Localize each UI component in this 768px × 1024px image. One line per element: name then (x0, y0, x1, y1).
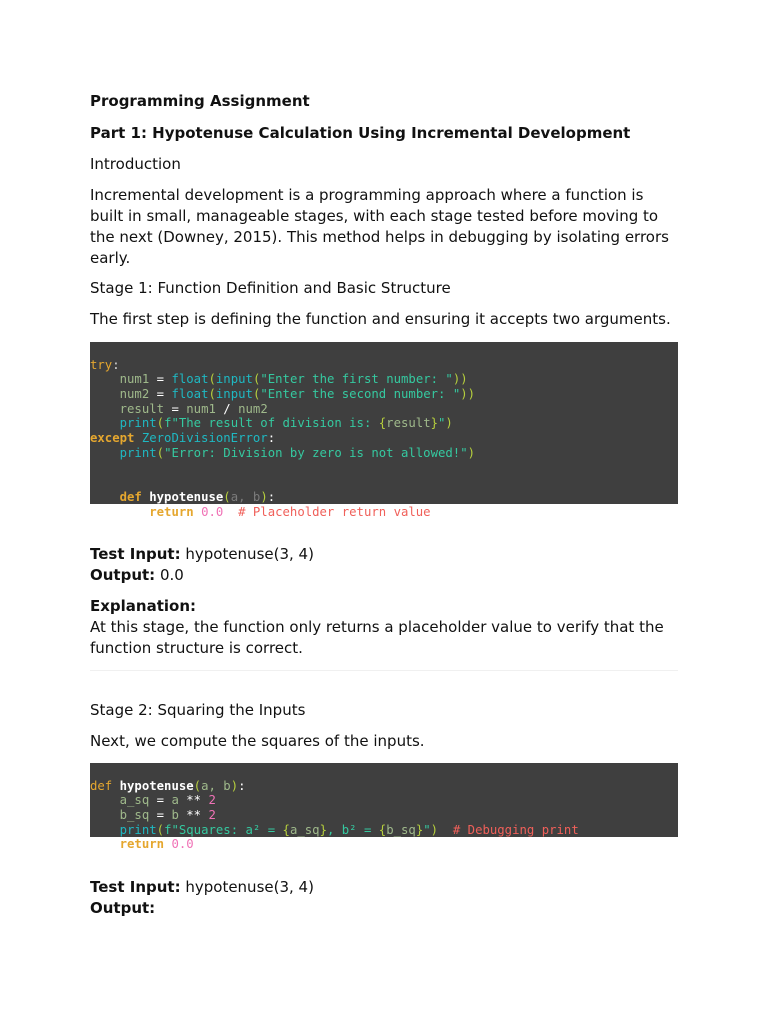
code-token: ) (452, 372, 461, 387)
code-token: : (267, 431, 276, 446)
stage1-description: The first step is defining the function and ensuring it accepts two arguments. (90, 310, 671, 328)
code-token: f"Squares: a² = (164, 822, 283, 837)
code-token: ) (467, 387, 476, 402)
code-token: "Enter the second number: " (260, 387, 461, 402)
test-input-label: Test Input: (90, 878, 181, 896)
code-token: ZeroDivisionError (141, 431, 268, 446)
stage2-test-input (90, 877, 678, 898)
code-token: a (171, 793, 179, 808)
def-keyword: def (119, 489, 142, 504)
code-line (90, 505, 678, 520)
part1-heading: Part 1: Hypotenuse Calculation Using Incremental Development (90, 124, 631, 142)
code-line (90, 837, 678, 852)
document-title: Programming Assignment (90, 92, 310, 110)
test-input-value: hypotenuse(3, 4) (180, 545, 314, 563)
code-line (90, 402, 678, 417)
code-token: ( (156, 822, 165, 837)
code-token: { (378, 822, 387, 837)
code-token: float (171, 387, 209, 402)
code-token: "Error: Division by zero is not allowed!" (164, 445, 468, 460)
code-comment: # Debugging print (452, 822, 579, 837)
code-token: b (171, 808, 179, 823)
code-token: input (215, 372, 253, 387)
code-token: / (215, 401, 239, 416)
code-token: ( (208, 372, 216, 387)
code-line (90, 372, 678, 387)
code-token: num1 (119, 372, 150, 387)
code-token: " (423, 822, 431, 837)
code-comment: # Placeholder return value (238, 504, 431, 519)
code-token: " (438, 416, 446, 431)
code-token: print (119, 822, 157, 837)
code-token: a_sq (289, 822, 320, 837)
code-line (90, 808, 678, 823)
code-line (90, 823, 678, 838)
code-token: : (112, 357, 120, 372)
def-keyword: def (90, 778, 113, 793)
output-label: Output: (90, 899, 156, 917)
code-token: { (282, 822, 290, 837)
code-token: ** (178, 808, 209, 823)
code-token: print (119, 416, 157, 431)
try-keyword: try (90, 357, 113, 372)
code-line (90, 779, 678, 794)
code-token: = (149, 808, 172, 823)
code-token: } (415, 822, 424, 837)
code-token: } (319, 822, 327, 837)
code-token: a (230, 489, 239, 504)
except-keyword: except (90, 431, 135, 446)
code-token: : (267, 489, 276, 504)
code-token: "Enter the first number: " (260, 372, 453, 387)
code-line (90, 387, 678, 402)
code-token: result (386, 416, 431, 431)
code-token: b (223, 778, 231, 793)
code-token: b (252, 489, 261, 504)
code-token: ) (460, 387, 468, 402)
code-token: 2 (208, 808, 216, 823)
intro-paragraph: Incremental development is a programming approach where a function is built in small, manageable stages, with each stage tested before moving to the next (Downey, 2015). This method helps in debugging by isolating errors early. (90, 186, 669, 267)
code-line (90, 490, 678, 505)
output-label: Output: (90, 566, 156, 584)
stage1-test-input (90, 544, 678, 565)
stage1-output (90, 565, 678, 586)
code-token: : (238, 778, 246, 793)
stage2-output (90, 898, 678, 919)
code-token: = (149, 793, 172, 808)
code-token: ) (467, 445, 476, 460)
output-value: 0.0 (155, 566, 184, 584)
code-line (90, 431, 678, 446)
code-token: ) (460, 372, 468, 387)
code-token: ) (445, 416, 453, 431)
code-token: ( (193, 778, 202, 793)
stage1-title: Stage 1: Function Definition and Basic Structure (90, 279, 451, 297)
code-token: ) (260, 489, 268, 504)
code-line (90, 358, 678, 373)
code-token: = (164, 401, 187, 416)
code-line (90, 416, 678, 431)
code-token: ( (208, 387, 216, 402)
code-token: a (201, 778, 209, 793)
code-token: input (215, 387, 253, 402)
code-line (90, 461, 678, 476)
code-line (90, 793, 678, 808)
return-keyword: return (149, 504, 194, 519)
code-token: ( (252, 387, 261, 402)
code-token: num1 (186, 401, 216, 416)
code-line (90, 446, 678, 461)
stage1-code-block (90, 342, 678, 519)
code-line (90, 475, 678, 490)
code-token: ( (156, 445, 165, 460)
code-token: = (149, 372, 172, 387)
code-token: ) (430, 822, 439, 837)
code-token: f"The result of division is: (164, 416, 379, 431)
code-token: 0.0 (201, 504, 224, 519)
code-token: a_sq (119, 793, 150, 808)
code-token: num2 (238, 401, 268, 416)
code-token: 0.0 (171, 837, 194, 852)
code-token: ( (252, 372, 261, 387)
code-token: { (378, 416, 387, 431)
code-token: result (119, 401, 165, 416)
stage2-code-block (90, 763, 678, 852)
code-token: = (149, 387, 172, 402)
code-token: num2 (119, 387, 150, 402)
code-token: 2 (208, 793, 216, 808)
code-token: } (430, 416, 438, 431)
test-input-label: Test Input: (90, 545, 181, 563)
code-token: ( (156, 416, 165, 431)
code-token: , b² = (326, 822, 379, 837)
stage2-description: Next, we compute the squares of the inputs. (90, 732, 425, 750)
stage2-title: Stage 2: Squaring the Inputs (90, 701, 306, 719)
stage1-explanation-label: Explanation: (90, 597, 197, 615)
code-token: ) (230, 778, 239, 793)
return-keyword: return (119, 837, 165, 852)
code-token: hypotenuse (149, 489, 224, 504)
code-token: , (208, 778, 224, 793)
code-token: print (119, 445, 157, 460)
code-token: b_sq (119, 808, 150, 823)
test-input-value: hypotenuse(3, 4) (180, 878, 314, 896)
code-token: b_sq (386, 822, 416, 837)
code-token: ** (178, 793, 209, 808)
code-token: ( (223, 489, 231, 504)
code-token: , (238, 489, 253, 504)
stage1-explanation-text: At this stage, the function only returns a placeholder value to verify that the function structure is correct. (90, 618, 664, 657)
section-divider (90, 670, 678, 671)
code-token: hypotenuse (119, 778, 194, 793)
intro-label: Introduction (90, 155, 181, 173)
code-token: float (171, 372, 209, 387)
